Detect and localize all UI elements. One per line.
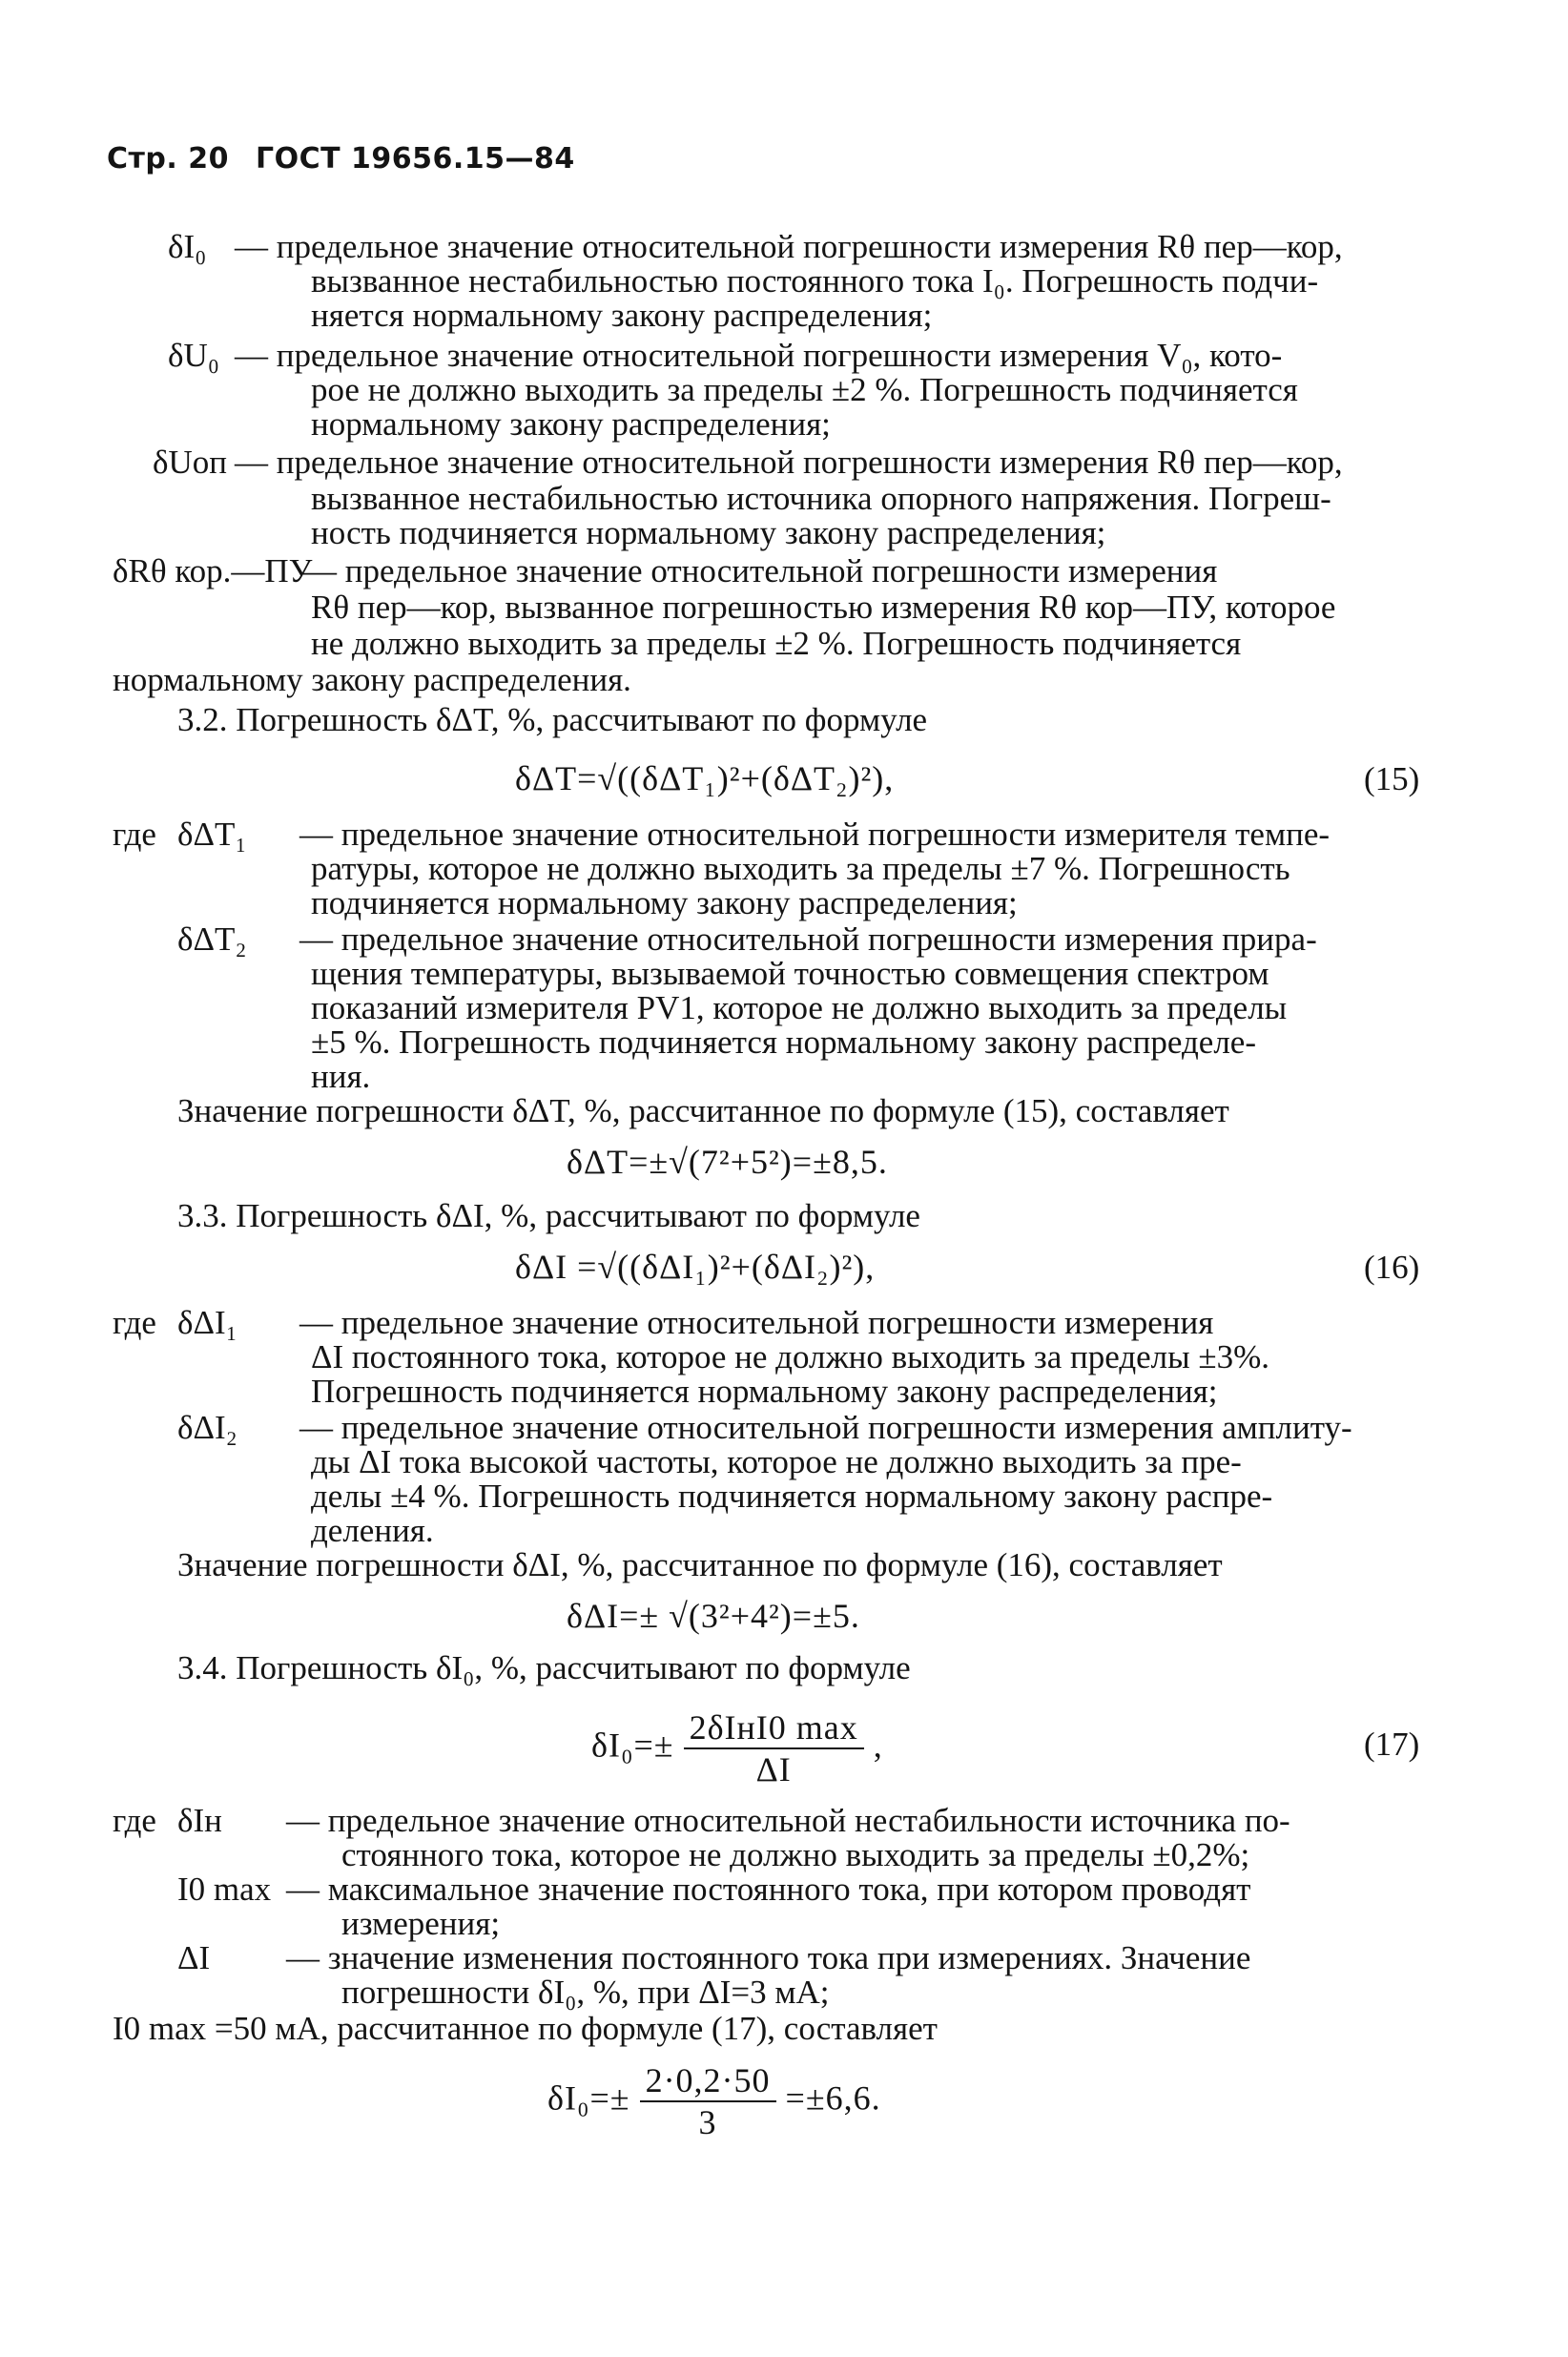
result-lhs: δI₀=± [547, 2078, 630, 2118]
def-line: нормальному закону распределения; [311, 405, 831, 443]
def-line: щения температуры, вызываемой точностью совмещения спектром [311, 955, 1269, 992]
formula-15: δΔT=√((δΔT₁)²+(δΔT₂)²), [515, 759, 895, 797]
value-text-15: Значение погрешности δΔT, %, рассчитанное по формуле (15), составляет [177, 1092, 1229, 1129]
def-line: — предельное значение относительной погрешности измерения [303, 552, 1218, 589]
def-term: δΔT₁ [177, 816, 247, 853]
def-line: — значение изменения постоянного тока при измерениях. Значение [286, 1939, 1251, 1976]
result-numerator: 2·0,2·50 [640, 2060, 776, 2102]
def-term: δΔI₂ [177, 1409, 237, 1446]
formula-17-denominator: ΔI [755, 1750, 792, 1788]
def-term: δΔI₁ [177, 1304, 237, 1341]
def-term: δIн [177, 1802, 222, 1839]
section-3-2-intro: 3.2. Погрешность δΔT, %, рассчитывают по формуле [177, 701, 928, 738]
def-line: не должно выходить за пределы ±2 %. Погрешность подчиняется [311, 625, 1242, 662]
equation-number-17: (17) [1364, 1726, 1420, 1763]
value-formula-16: δΔI=± √(3²+4²)=±5. [567, 1597, 860, 1635]
section-3-3-intro: 3.3. Погрешность δΔI, %, рассчитывают по формуле [177, 1197, 920, 1234]
def-term: I0 max [177, 1871, 272, 1908]
def-line: деления. [311, 1512, 434, 1549]
result-intro-line: I0 max =50 мА, рассчитанное по формуле (17), составляет [113, 2010, 938, 2047]
def-line: — предельное значение относительной погрешности измерения амплиту- [299, 1409, 1352, 1446]
standard-number: ГОСТ 19656.15—84 [255, 142, 575, 176]
def-line: — предельное значение относительной погрешности измерения Rθ пер—кор, [235, 228, 1343, 265]
formula-16: δΔI =√((δΔI₁)²+(δΔI₂)²), [515, 1248, 876, 1286]
def-line: — предельное значение относительной погрешности измерения V₀, кото- [235, 337, 1283, 374]
def-line: стоянного тока, которое не должно выходить за пределы ±0,2%; [341, 1836, 1250, 1873]
def-line: — предельное значение относительной погрешности измерителя темпе- [299, 816, 1331, 853]
equation-number-16: (16) [1364, 1249, 1420, 1286]
def-line: делы ±4 %. Погрешность подчиняется нормальному закону распре- [311, 1478, 1273, 1515]
result-denominator: 3 [698, 2103, 717, 2141]
def-term: δUоп [153, 444, 227, 481]
def-line: — предельное значение относительной погрешности измерения прира- [299, 920, 1317, 958]
section-3-4-intro: 3.4. Погрешность δI₀, %, рассчитывают по формуле [177, 1649, 911, 1686]
def-line: нормальному закону распределения. [113, 661, 631, 698]
formula-17-numerator: 2δIнI0 max [684, 1707, 864, 1749]
def-line: няется нормальному закону распределения; [311, 297, 933, 334]
def-line: Погрешность подчиняется нормальному закону распределения; [311, 1373, 1218, 1410]
def-line: Rθ пер—кор, вызванное погрешностью измерения Rθ кор—ПУ, которое [311, 589, 1336, 626]
def-line: — предельное значение относительной погрешности измерения Rθ пер—кор, [235, 444, 1343, 481]
where-label: где [113, 816, 156, 853]
def-line: вызванное нестабильностью постоянного тока I₀. Погрешность подчи- [311, 262, 1319, 300]
page-header [107, 141, 575, 176]
def-term: δRθ кор.—ПУ [113, 552, 313, 589]
def-line: погрешности δI₀, %, при ΔI=3 мА; [341, 1974, 830, 2011]
def-line: — предельное значение относительной нестабильности источника по- [286, 1802, 1290, 1839]
where-label: где [113, 1802, 156, 1839]
formula-17-lhs: δI₀=± [591, 1726, 674, 1765]
def-line: подчиняется нормальному закону распределения; [311, 884, 1018, 921]
def-line: ратуры, которое не должно выходить за пределы ±7 %. Погрешность [311, 850, 1290, 887]
formula-17-fraction [684, 1707, 864, 1789]
def-line: рое не должно выходить за пределы ±2 %. Погрешность подчиняется [311, 371, 1298, 408]
def-line: ность подчиняется нормальному закону распределения; [311, 514, 1106, 551]
equation-number-15: (15) [1364, 760, 1420, 797]
value-text-16: Значение погрешности δΔI, %, рассчитанное по формуле (16), составляет [177, 1546, 1223, 1583]
def-line: ды ΔI тока высокой частоты, которое не должно выходить за пре- [311, 1443, 1242, 1480]
def-line: — максимальное значение постоянного тока, при котором проводят [286, 1871, 1251, 1908]
def-line: — предельное значение относительной погрешности измерения [299, 1304, 1214, 1341]
def-line: показаний измерителя PV1, которое не должно выходить за пределы [311, 989, 1288, 1026]
result-tail: =±6,6. [785, 2078, 881, 2118]
def-line: ния. [311, 1058, 371, 1095]
def-line: ΔI постоянного тока, которое не должно выходить за пределы ±3%. [311, 1338, 1270, 1375]
def-line: вызванное нестабильностью источника опорного напряжения. Погреш- [311, 480, 1331, 517]
def-term: ΔI [177, 1939, 211, 1976]
formula-17 [591, 1707, 883, 1789]
def-line: измерения; [341, 1905, 501, 1942]
page-number: Стр. 20 [107, 142, 229, 176]
def-term: δI₀ [168, 228, 207, 265]
result-fraction [640, 2060, 776, 2142]
result-formula-17 [547, 2060, 881, 2142]
def-term: δΔT₂ [177, 920, 247, 958]
formula-17-tail: , [873, 1726, 883, 1765]
def-term: δU₀ [168, 337, 219, 374]
where-label: где [113, 1304, 156, 1341]
def-line: ±5 %. Погрешность подчиняется нормальному закону распределе- [311, 1023, 1256, 1061]
value-formula-15: δΔT=±√(7²+5²)=±8,5. [567, 1143, 888, 1181]
